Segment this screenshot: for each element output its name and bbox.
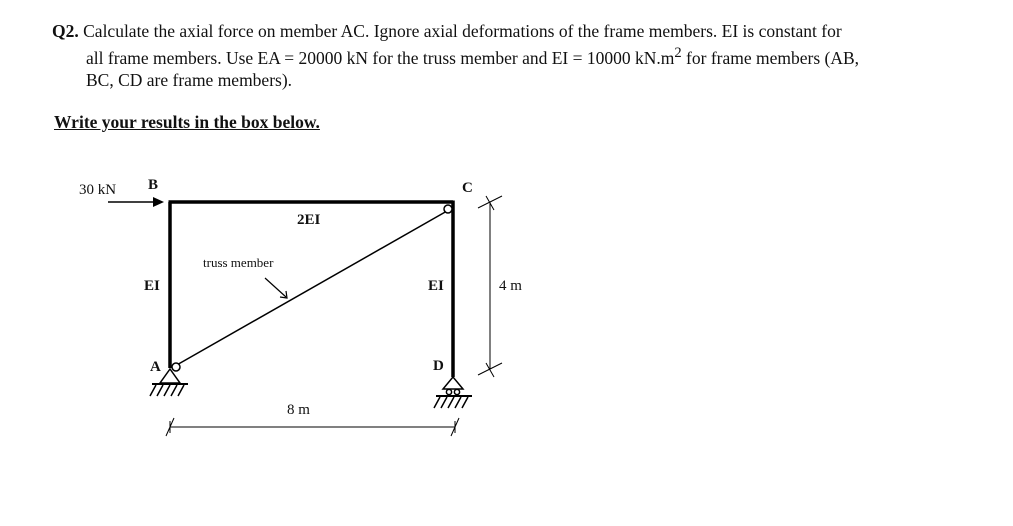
truss-pointer-arrow	[265, 278, 286, 297]
question-line-2-sup: 2	[674, 45, 682, 61]
question-line-2a: all frame members. Use EA = 20000 kN for the truss member and EI = 10000 kN.m	[86, 47, 675, 68]
truss-member-label: truss member	[203, 255, 274, 270]
question-line-2b: for frame members (AB,	[681, 47, 860, 68]
node-a-label: A	[150, 359, 161, 375]
span-dimension-label: 8 m	[287, 402, 310, 418]
hinge-a	[172, 363, 180, 371]
load-label: 30 kN	[79, 182, 117, 198]
beam-stiffness-label: 2EI	[297, 212, 321, 228]
load-arrowhead	[153, 197, 164, 207]
span-dimension	[166, 418, 459, 436]
hinge-c	[444, 205, 452, 213]
node-d-label: D	[433, 358, 444, 374]
height-dimension-label: 4 m	[499, 278, 522, 294]
node-c-label: C	[462, 180, 473, 196]
instruction-text: Write your results in the box below.	[54, 112, 320, 132]
right-column-stiffness-label: EI	[428, 278, 444, 294]
question-line-1-text: Calculate the axial force on member AC. Ignore axial deformations of the frame members. EI is constant for	[78, 21, 842, 41]
roller-support-d	[434, 377, 472, 408]
node-b-label: B	[148, 177, 159, 193]
truss-member-ac	[175, 211, 447, 366]
question-line-3: BC, CD are frame members).	[86, 69, 293, 90]
left-column-stiffness-label: EI	[144, 278, 160, 294]
question-number: Q2.	[52, 21, 79, 41]
